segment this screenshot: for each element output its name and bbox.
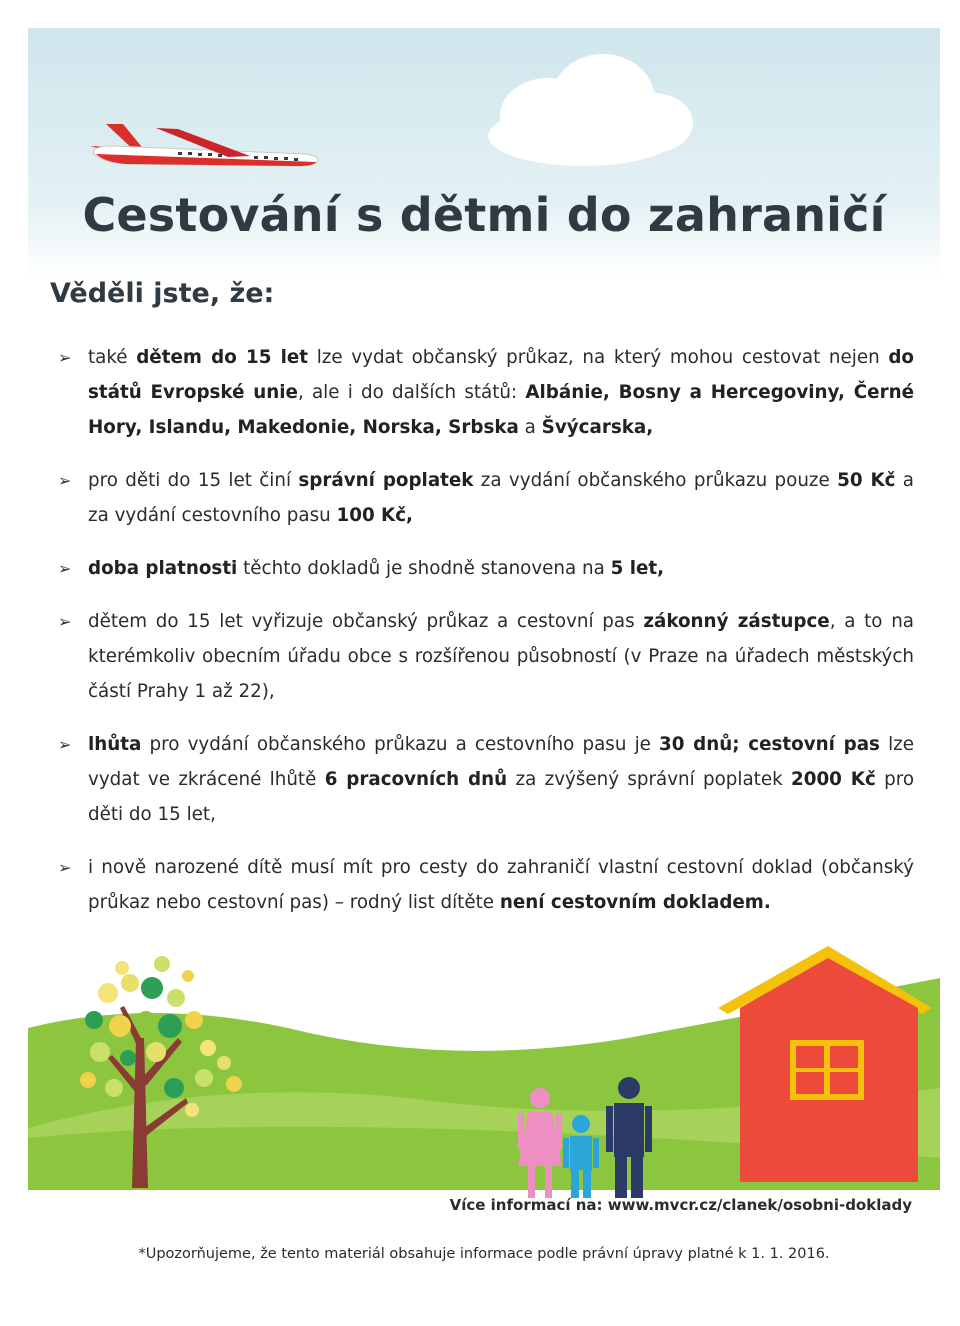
bullet-text: za vydání občanského průkazu pouze [473, 470, 838, 491]
bullet-text: těchto dokladů je shodně stanovena na [237, 558, 611, 579]
info-bullet [58, 551, 914, 586]
bullet-text-bold: 5 let, [610, 558, 665, 579]
bullet-arrow-icon: ➢ [58, 471, 72, 490]
info-bullet [58, 850, 914, 920]
bullet-text-bold: správní poplatek [298, 470, 474, 491]
landscape-illustration [28, 928, 940, 1280]
bullet-arrow-icon: ➢ [58, 858, 72, 877]
bullet-arrow-icon: ➢ [58, 735, 72, 754]
bullet-text-bold: Švýcarska, [541, 417, 654, 438]
poster [28, 28, 940, 1280]
info-bullet [58, 727, 914, 832]
bullet-text-bold: 100 Kč, [336, 505, 413, 526]
bullet-text: pro děti do 15 let činí [88, 470, 299, 491]
info-bullet [58, 604, 914, 709]
bullet-text: a za vydání cestovního pasu [88, 470, 914, 526]
bullet-text-bold: 2000 Kč [791, 769, 876, 790]
bullet-text-bold: doba platnosti [88, 558, 238, 579]
bullet-text: , a to na kterémkoliv obecním úřadu obce s rozšířenou působností (v Praze na úřadech městských částí Prahy 1 až 22), [88, 611, 914, 702]
bullet-arrow-icon: ➢ [58, 559, 72, 578]
footnote: *Upozorňujeme, že tento materiál obsahuje informace podle právní úpravy platné k 1. 1. 2016. [138, 1246, 830, 1262]
bullet-text: za zvýšený správní poplatek [507, 769, 792, 790]
bullet-text-bold: není cestovním dokladem. [499, 892, 771, 913]
bullet-text-bold: zákonný zástupce [643, 611, 830, 632]
bullet-text-bold: 50 Kč [837, 470, 896, 491]
bullet-text-bold: Albánie, Bosny a Hercegoviny, Černé Hory, Islandu, Makedonie, Norska, Srbska [88, 382, 914, 438]
bullet-text-bold: do států Evropské unie [88, 347, 914, 403]
bullet-text: lze vydat ve zkrácené lhůtě [88, 734, 915, 790]
page-title: Cestování s dětmi do zahraničí [82, 188, 886, 242]
cloud-icon [488, 54, 693, 166]
bullet-text: a [518, 417, 542, 438]
house-icon [718, 946, 932, 1182]
bullet-arrow-icon: ➢ [58, 348, 72, 367]
more-info-link[interactable]: Více informací na: www.mvcr.cz/clanek/osobni-doklady [449, 1196, 912, 1214]
info-bullet [58, 340, 914, 445]
airplane-icon [90, 124, 318, 166]
bullet-text: lze vydat občanský průkaz, na který mohou cestovat nejen [308, 347, 889, 368]
bullet-text-bold: 6 pracovních dnů [324, 769, 508, 790]
bullet-text: pro vydání občanského průkazu a cestovního pasu je [141, 734, 660, 755]
page-subtitle: Věděli jste, že: [50, 278, 275, 309]
bullet-arrow-icon: ➢ [58, 612, 72, 631]
bullet-text-bold: 30 dnů; cestovní pas [659, 734, 880, 755]
info-bullet-list [58, 340, 914, 938]
bullet-text: také [88, 347, 137, 368]
bullet-text: dětem do 15 let vyřizuje občanský průkaz a cestovní pas [88, 611, 644, 632]
bullet-text-bold: dětem do 15 let [136, 347, 309, 368]
info-bullet [58, 463, 914, 533]
header-illustration [28, 28, 940, 188]
bullet-text: pro děti do 15 let, [88, 769, 915, 825]
bullet-text: i nově narozené dítě musí mít pro cesty do zahraničí vlastní cestovní doklad (občanský průkaz nebo cestovní pas) – rodný list dítěte [88, 857, 914, 913]
bullet-text-bold: lhůta [88, 734, 142, 755]
bullet-text: , ale i do dalších států: [297, 382, 526, 403]
